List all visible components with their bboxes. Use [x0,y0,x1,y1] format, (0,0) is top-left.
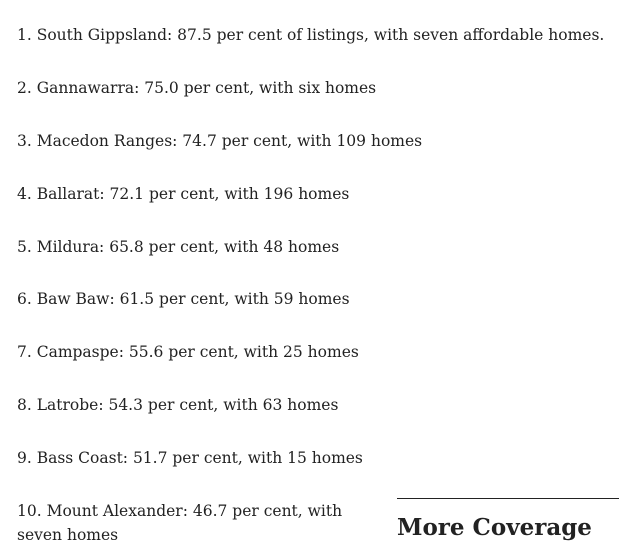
list-item: 6. Baw Baw: 61.5 per cent, with 59 homes [17,290,350,308]
list-item: 7. Campaspe: 55.6 per cent, with 25 homes [17,343,359,361]
list-item: 1. South Gippsland: 87.5 per cent of listings, with seven affordable homes. [17,26,605,44]
list-item: 5. Mildura: 65.8 per cent, with 48 homes [17,238,340,256]
list-item: 9. Bass Coast: 51.7 per cent, with 15 homes [17,449,363,467]
list-item: 10. Mount Alexander: 46.7 per cent, with seven homes [17,502,343,544]
section-heading-fragment [17,0,26,8]
more-coverage-heading: More Coverage [397,514,592,541]
list-item: 4. Ballarat: 72.1 per cent, with 196 homes [17,185,350,203]
list-item: 3. Macedon Ranges: 74.7 per cent, with 109 homes [17,132,423,150]
list-item: 8. Latrobe: 54.3 per cent, with 63 homes [17,396,339,414]
more-coverage-section [397,498,619,545]
list-item: 2. Gannawarra: 75.0 per cent, with six homes [17,79,377,97]
